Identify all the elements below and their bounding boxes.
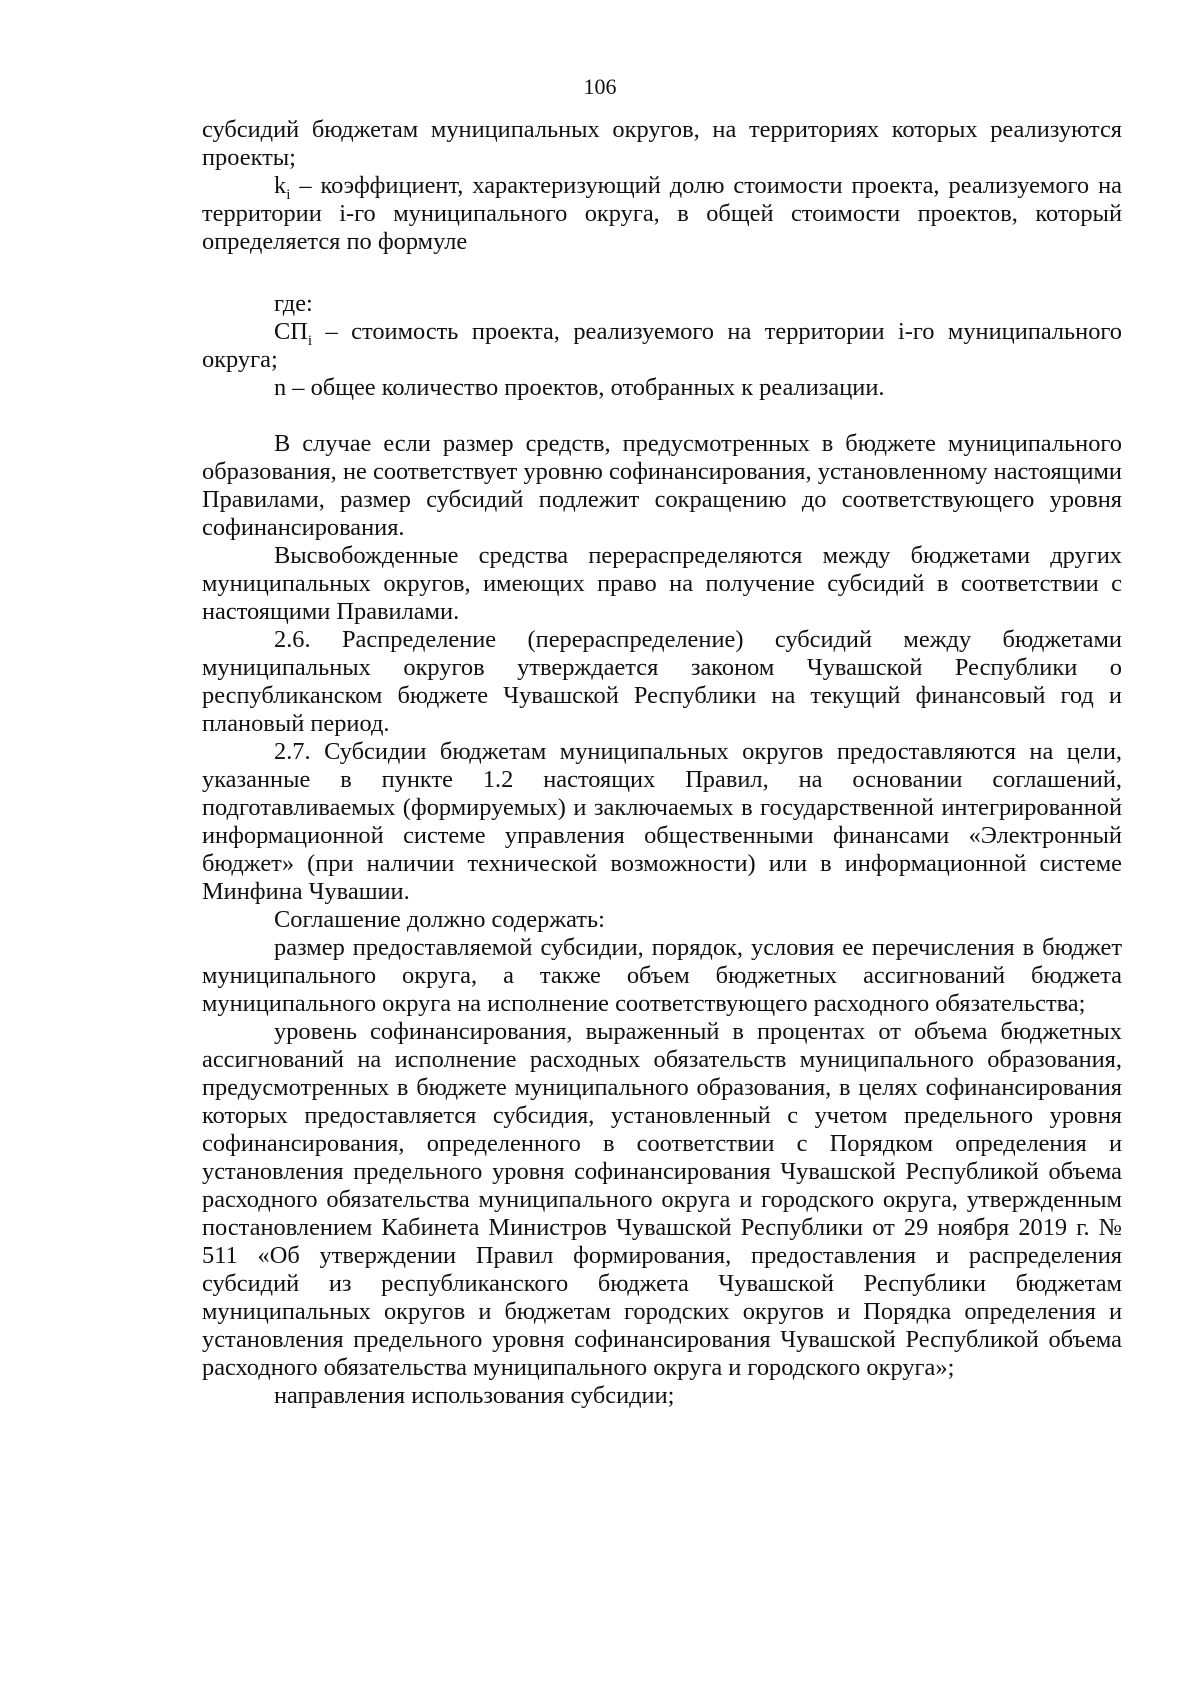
coefficient-k-definition: – коэффициент, характеризующий долю стоимости проекта, реализуемого на территории i-го муниципального округа, в общей стоимости проектов, который определяется по формуле	[202, 172, 1122, 255]
document-body	[202, 116, 1122, 1410]
block-gap	[202, 402, 1122, 430]
symbol-k: k	[274, 172, 287, 199]
paragraph-project-cost	[202, 318, 1122, 374]
paragraph-coefficient-k	[202, 172, 1122, 256]
paragraph-subsidies-continuation: субсидий бюджетам муниципальных округов, на территориях которых реализуются проекты;	[202, 116, 1122, 171]
paragraph-section-2-7: 2.7. Субсидии бюджетам муниципальных округов предоставляются на цели, указанные в пункте 1.2 настоящих Правил, на основании соглашений, подготавливаемых (формируемых) и заключаемых в государственной интегрированной информационной системе управления общественными финансами «Электронный бюджет» (при наличии технической возможности) или в информационной системе Минфина Чувашии.	[202, 738, 1122, 905]
project-cost-definition: – стоимость проекта, реализуемого на территории i-го муниципального округа;	[202, 318, 1122, 373]
formula-placeholder	[202, 256, 1122, 290]
paragraph-released-funds: Высвобожденные средства перераспределяются между бюджетами других муниципальных округов, имеющих право на получение субсидий в соответствии с настоящими Правилами.	[202, 542, 1122, 625]
paragraph-section-2-6: 2.6. Распределение (перераспределение) субсидий между бюджетами муниципальных округов утверждается законом Чувашской Республики о республиканском бюджете Чувашской Республики на текущий финансовый год и плановый период.	[202, 626, 1122, 737]
symbol-sp: СП	[274, 318, 308, 345]
page-number: 106	[583, 74, 617, 99]
paragraph-subsidy-directions: направления использования субсидии;	[274, 1382, 675, 1409]
paragraph-cofinancing-level: уровень софинансирования, выраженный в процентах от объема бюджетных ассигнований на исполнение расходных обязательств муниципального образования, предусмотренных в бюджете муниципального образования, в целях софинансирования которых предоставляется субсидия, установленный с учетом предельного уровня софинансирования, определенного в соответствии с Порядком определения и установления предельного уровня софинансирования Чувашской Республикой объема расходного обязательства муниципального округа и городского округа, утвержденным постановлением Кабинета Министров Чувашской Республики от 29 ноября 2019 г. № 511 «Об утверждении Правил формирования, предоставления и распределения субсидий из республиканского бюджета Чувашской Республики бюджетам муниципальных округов и бюджетам городских округов и Порядка определения и установления предельного уровня софинансирования Чувашской Республикой объема расходного обязательства муниципального округа и городского округа»;	[202, 1018, 1122, 1381]
paragraph-agreement-contents: Соглашение должно содержать:	[274, 906, 605, 933]
paragraph-where: где:	[274, 290, 313, 317]
symbol-k-subscript: i	[286, 186, 291, 203]
symbol-sp-subscript: i	[307, 332, 313, 349]
paragraph-subsidy-amount: размер предоставляемой субсидии, порядок, условия ее перечисления в бюджет муниципального округа, а также объем бюджетных ассигнований бюджета муниципального округа на исполнение соответствующего расходного обязательства;	[202, 934, 1122, 1017]
paragraph-n-count: n – общее количество проектов, отобранных к реализации.	[274, 374, 885, 401]
paragraph-cofinancing-reduction: В случае если размер средств, предусмотренных в бюджете муниципального образования, не соответствует уровню софинансирования, установленному настоящими Правилами, размер субсидий подлежит сокращению до соответствующего уровня софинансирования.	[202, 430, 1122, 541]
